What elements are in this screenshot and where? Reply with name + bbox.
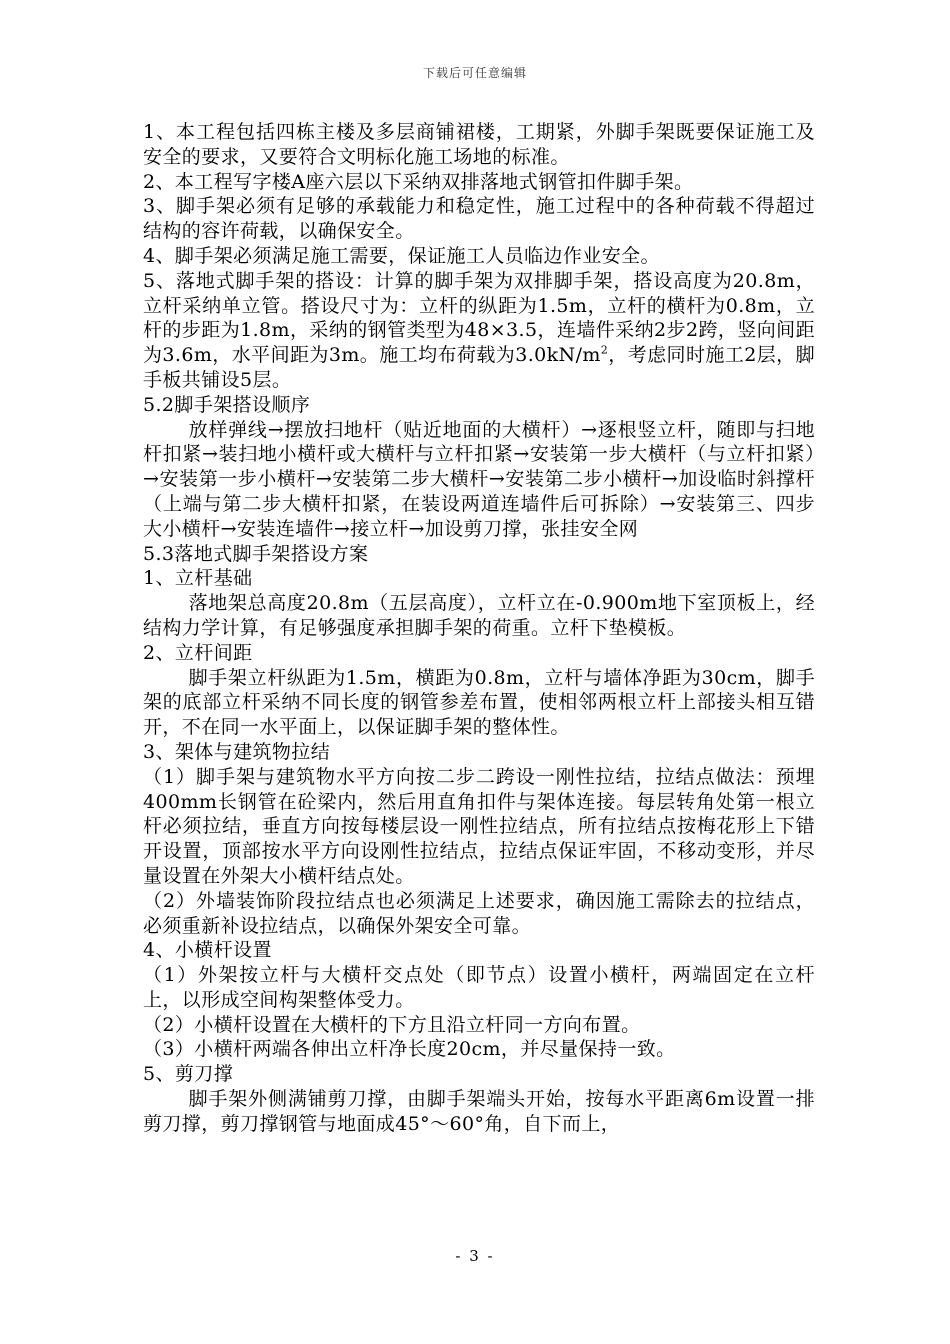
paragraph-crossbar-2: （2）小横杆设置在大横杆的下方且沿立杆同一方向布置。 [143,1013,641,1036]
page-number: - 3 - [455,1247,495,1265]
paragraph-5 [143,269,815,393]
paragraph-1: 1、本工程包括四栋主楼及多层商铺裙楼，工期紧，外脚手架既要保证施工及安全的要求，又要符合文明标化施工场地的标准。 [143,121,815,168]
page-header: 下载后可任意编辑 [422,66,527,80]
paragraph-crossbar-3: （3）小横杆两端各伸出立杆净长度20cm，并尽量保持一致。 [143,1038,676,1061]
paragraph-tie-2: （2）外墙装饰阶段拉结点也必须满足上述要求，确因施工需除去的拉结点，必须重新补设拉结点，以确保外架安全可靠。 [143,889,815,937]
superscript-squared: 2 [600,343,609,357]
section-heading-5-3: 5.3落地式脚手架搭设方案 [143,542,369,565]
paragraph-tie-1: （1）脚手架与建筑物水平方向按二步二跨设一刚性拉结，拉结点做法：预埋400mm长钢管在砼梁内，然后用直角扣件与架体连接。每层转角处第一根立杆必须拉结，垂直方向按每楼层设一刚性拉结点，所有拉结点按梅花形上下错开设置，顶部按水平方向设刚性拉结点，拉结点保证牢固，不移动变形，并尽量设置在外架大小横杆结点处。 [143,765,815,887]
paragraph-5-main: 5、落地式脚手架的搭设：计算的脚手架为双排脚手架，搭设高度为20.8m，立杆采纳单立管。搭设尺寸为：立杆的纵距为1.5m，立杆的横杆为0.8m，立杆的步距为1.8m，采纳的钢管类型为48×3.5，连墙件采纳2步2跨，竖向间距为3.6m，水平间距为3m。施工均布荷载为3.0kN/m [143,269,815,367]
paragraph-crossbar-1: （1）外架按立杆与大横杆交点处（即节点）设置小横杆，两端固定在立杆上，以形成空间构架整体受力。 [143,964,815,1011]
subheading-tie-to-building: 3、架体与建筑物拉结 [143,740,331,763]
document-body [143,120,815,1137]
paragraph-erection-sequence: 放样弹线→摆放扫地杆（贴近地面的大横杆）→逐根竖立杆，随即与扫地杆扣紧→装扫地小横杆或大横杆与立杆扣紧→安装第一步大横杆（与立杆扣紧）→安装第一步小横杆→安装第二步大横杆→安装第二步小横杆→加设临时斜撑杆（上端与第二步大横杆扣紧，在装设两道连墙件后可拆除）→安装第三、四步大小横杆→安装连墙件→接立杆→加设剪刀撑，张挂安全网 [143,418,815,540]
paragraph-pole-spacing: 脚手架立杆纵距为1.5m，横距为0.8m，立杆与墙体净距为30cm，脚手架的底部立杆采纳不同长度的钢管参差布置，使相邻两根立杆上部接头相互错开，不在同一水平面上，以保证脚手架的整体性。 [143,666,815,739]
section-heading-5-2: 5.2脚手架搭设顺序 [143,393,311,416]
paragraph-3: 3、脚手架必须有足够的承载能力和稳定性，施工过程中的各种荷载不得超过结构的容许荷载，以确保安全。 [143,195,815,243]
subheading-pole-foundation: 1、立杆基础 [143,567,253,590]
subheading-small-crossbar: 4、小横杆设置 [143,939,272,962]
paragraph-scissor-brace: 脚手架外侧满铺剪刀撑，由脚手架端头开始，按每水平距离6m设置一排剪刀撑，剪刀撑钢管与地面成45°～60°角，自下而上， [143,1088,815,1135]
subheading-scissor-brace: 5、剪刀撑 [143,1063,234,1086]
paragraph-2: 2、本工程写字楼A座六层以下采纳双排落地式钢管扣件脚手架。 [143,170,694,193]
paragraph-4: 4、脚手架必须满足施工需要，保证施工人员临边作业安全。 [143,244,660,267]
paragraph-pole-foundation: 落地架总高度20.8m（五层高度），立杆立在-0.900m地下室顶板上，经结构力学计算，有足够强度承担脚手架的荷重。立杆下垫模板。 [143,592,815,639]
subheading-pole-spacing: 2、立杆间距 [143,641,253,664]
paragraph-5-tail: ，考虑同时施工2层，脚手板共铺设5层。 [143,344,815,391]
